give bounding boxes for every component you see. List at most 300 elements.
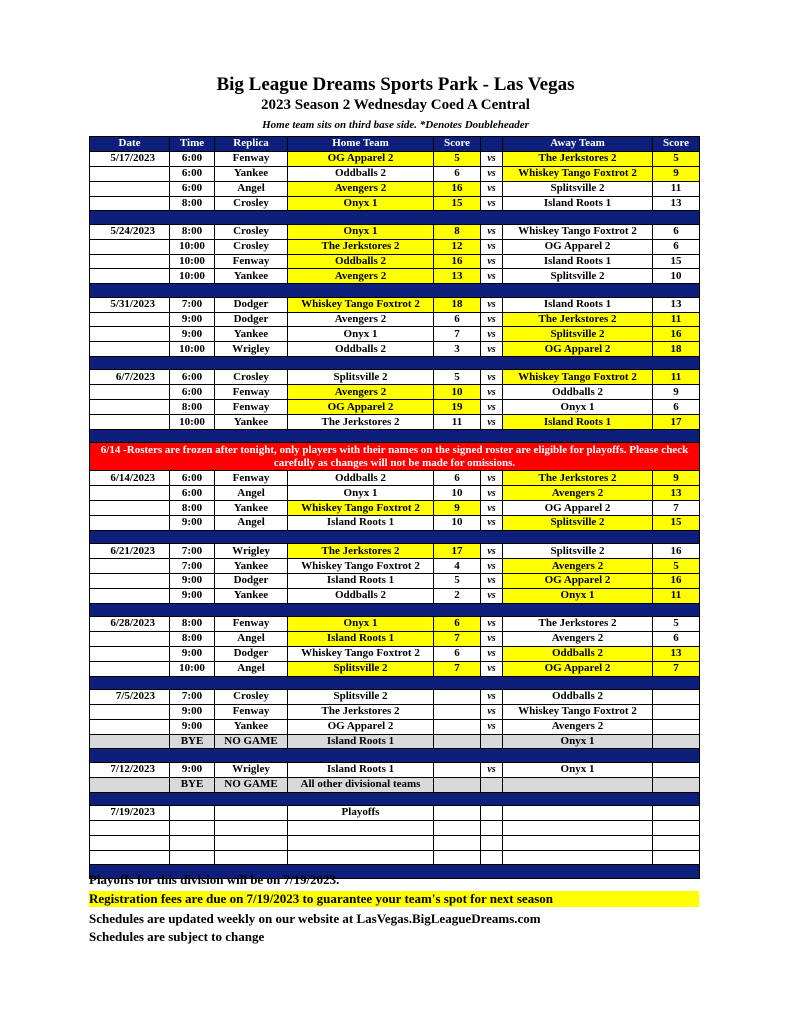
home-team: Avengers 2 [288, 385, 434, 400]
game-time: 6:00 [170, 370, 215, 385]
game-date [90, 559, 170, 574]
away-team: Splitsville 2 [503, 269, 653, 284]
home-team [288, 820, 434, 835]
vs-label: vs [481, 181, 503, 196]
separator-bar [90, 211, 700, 224]
game-date [90, 196, 170, 211]
week-separator [90, 603, 700, 616]
game-date [90, 588, 170, 603]
away-team: Avengers 2 [503, 719, 653, 734]
game-field: Dodger [215, 297, 288, 312]
home-team: Onyx 1 [288, 486, 434, 501]
away-team: Avengers 2 [503, 631, 653, 646]
home-score: 6 [434, 646, 481, 661]
game-field: Dodger [215, 646, 288, 661]
game-time: 10:00 [170, 254, 215, 269]
separator-bar [90, 792, 700, 805]
game-field: Yankee [215, 269, 288, 284]
home-score: 10 [434, 385, 481, 400]
game-date: 7/5/2023 [90, 689, 170, 704]
game-field: Fenway [215, 385, 288, 400]
home-score: 5 [434, 370, 481, 385]
week-separator [90, 284, 700, 297]
vs-label: vs [481, 516, 503, 531]
away-team: Avengers 2 [503, 559, 653, 574]
game-time: 9:00 [170, 762, 215, 777]
game-row [90, 151, 700, 166]
game-row [90, 850, 700, 865]
game-row [90, 573, 700, 588]
game-date [90, 269, 170, 284]
away-score: 11 [653, 370, 700, 385]
game-row [90, 820, 700, 835]
home-team: Oddballs 2 [288, 342, 434, 357]
game-field: Fenway [215, 400, 288, 415]
game-field: Angel [215, 631, 288, 646]
game-row [90, 297, 700, 312]
away-score: 11 [653, 312, 700, 327]
away-team: Island Roots 1 [503, 297, 653, 312]
separator-bar [90, 284, 700, 297]
game-row [90, 631, 700, 646]
home-score: 6 [434, 312, 481, 327]
game-row [90, 501, 700, 516]
game-date [90, 254, 170, 269]
game-time: 10:00 [170, 269, 215, 284]
home-score [434, 835, 481, 850]
game-field [215, 805, 288, 820]
game-date: 6/7/2023 [90, 370, 170, 385]
game-time: 8:00 [170, 501, 215, 516]
game-row [90, 471, 700, 486]
home-team: Onyx 1 [288, 196, 434, 211]
home-score: 17 [434, 544, 481, 559]
game-row [90, 544, 700, 559]
away-score: 5 [653, 151, 700, 166]
home-score [434, 777, 481, 792]
away-team: Splitsville 2 [503, 181, 653, 196]
home-score: 6 [434, 617, 481, 632]
game-field: Angel [215, 181, 288, 196]
game-row [90, 181, 700, 196]
home-score: 3 [434, 342, 481, 357]
game-field: Crosley [215, 239, 288, 254]
away-team: Onyx 1 [503, 734, 653, 749]
game-date [90, 400, 170, 415]
home-team: Avengers 2 [288, 269, 434, 284]
game-date [90, 385, 170, 400]
game-time: 7:00 [170, 559, 215, 574]
game-field: Wrigley [215, 342, 288, 357]
game-date [90, 181, 170, 196]
game-row [90, 166, 700, 181]
game-row [90, 327, 700, 342]
away-team: Oddballs 2 [503, 689, 653, 704]
vs-label: vs [481, 239, 503, 254]
game-date [90, 850, 170, 865]
game-field: Crosley [215, 689, 288, 704]
week-separator [90, 430, 700, 443]
week-separator [90, 530, 700, 543]
away-team: OG Apparel 2 [503, 342, 653, 357]
game-time: 6:00 [170, 181, 215, 196]
week-separator [90, 792, 700, 805]
game-time: 6:00 [170, 486, 215, 501]
game-field: Crosley [215, 224, 288, 239]
footer-disclaimer: Schedules are subject to change [89, 929, 265, 944]
away-team: Whiskey Tango Foxtrot 2 [503, 704, 653, 719]
vs-label [481, 777, 503, 792]
home-score [434, 820, 481, 835]
away-team: OG Apparel 2 [503, 573, 653, 588]
home-team: Splitsville 2 [288, 661, 434, 676]
game-time: 6:00 [170, 385, 215, 400]
game-field: Angel [215, 486, 288, 501]
away-team [503, 777, 653, 792]
game-row [90, 805, 700, 820]
roster-notice: 6/14 -Rosters are frozen after tonight, only players with their names on the signed roster are eligible for playoffs. Please check carefully as changes will not be made for omissions. [90, 443, 700, 471]
game-field: Fenway [215, 151, 288, 166]
game-date [90, 820, 170, 835]
game-date [90, 631, 170, 646]
vs-label: vs [481, 151, 503, 166]
game-row [90, 777, 700, 792]
home-score: 7 [434, 661, 481, 676]
game-row [90, 400, 700, 415]
away-team: Island Roots 1 [503, 196, 653, 211]
vs-label: vs [481, 269, 503, 284]
game-row [90, 646, 700, 661]
game-field: Fenway [215, 471, 288, 486]
game-row [90, 342, 700, 357]
game-row [90, 661, 700, 676]
home-team: Oddballs 2 [288, 588, 434, 603]
game-time: BYE [170, 734, 215, 749]
away-team: OG Apparel 2 [503, 501, 653, 516]
home-team: The Jerkstores 2 [288, 704, 434, 719]
game-row [90, 516, 700, 531]
vs-label: vs [481, 385, 503, 400]
game-date [90, 573, 170, 588]
game-date [90, 415, 170, 430]
home-team: Island Roots 1 [288, 516, 434, 531]
game-row [90, 486, 700, 501]
away-score [653, 777, 700, 792]
vs-label: vs [481, 254, 503, 269]
vs-label: vs [481, 689, 503, 704]
away-score: 16 [653, 327, 700, 342]
away-score: 16 [653, 573, 700, 588]
game-date [90, 166, 170, 181]
home-team [288, 850, 434, 865]
game-field: Angel [215, 516, 288, 531]
game-time: 9:00 [170, 312, 215, 327]
away-team: The Jerkstores 2 [503, 471, 653, 486]
home-team: OG Apparel 2 [288, 719, 434, 734]
away-score: 6 [653, 400, 700, 415]
game-field: Crosley [215, 196, 288, 211]
home-team: All other divisional teams [288, 777, 434, 792]
vs-label: vs [481, 573, 503, 588]
game-date: 7/19/2023 [90, 805, 170, 820]
home-score: 13 [434, 269, 481, 284]
game-time [170, 820, 215, 835]
game-field: Yankee [215, 501, 288, 516]
away-score: 5 [653, 617, 700, 632]
home-score: 2 [434, 588, 481, 603]
game-date [90, 327, 170, 342]
game-date [90, 312, 170, 327]
vs-label: vs [481, 704, 503, 719]
game-date [90, 704, 170, 719]
game-field: Yankee [215, 166, 288, 181]
vs-label: vs [481, 631, 503, 646]
game-time: 10:00 [170, 342, 215, 357]
home-score: 6 [434, 166, 481, 181]
col-home-team: Home Team [288, 137, 434, 152]
game-date [90, 516, 170, 531]
away-score [653, 850, 700, 865]
game-date: 6/21/2023 [90, 544, 170, 559]
vs-label [481, 734, 503, 749]
vs-label: vs [481, 501, 503, 516]
col-date: Date [90, 137, 170, 152]
away-score: 5 [653, 559, 700, 574]
game-date [90, 835, 170, 850]
away-score: 10 [653, 269, 700, 284]
away-score: 18 [653, 342, 700, 357]
away-score: 7 [653, 661, 700, 676]
game-field: Yankee [215, 588, 288, 603]
game-time: 7:00 [170, 544, 215, 559]
home-score: 9 [434, 501, 481, 516]
game-time: 9:00 [170, 573, 215, 588]
away-score: 6 [653, 224, 700, 239]
away-team: Island Roots 1 [503, 415, 653, 430]
away-score: 11 [653, 588, 700, 603]
game-field: Yankee [215, 719, 288, 734]
game-date: 5/17/2023 [90, 151, 170, 166]
home-team: Whiskey Tango Foxtrot 2 [288, 297, 434, 312]
home-score [434, 850, 481, 865]
away-score: 6 [653, 239, 700, 254]
vs-label: vs [481, 400, 503, 415]
away-score [653, 719, 700, 734]
vs-label: vs [481, 559, 503, 574]
home-score: 7 [434, 631, 481, 646]
away-team [503, 835, 653, 850]
vs-label: vs [481, 544, 503, 559]
col-time: Time [170, 137, 215, 152]
away-team: Splitsville 2 [503, 516, 653, 531]
away-score [653, 734, 700, 749]
game-field: Angel [215, 661, 288, 676]
page-subtitle: 2023 Season 2 Wednesday Coed A Central [261, 97, 530, 113]
home-score: 16 [434, 254, 481, 269]
game-date [90, 342, 170, 357]
game-time [170, 835, 215, 850]
game-row [90, 719, 700, 734]
home-team: Whiskey Tango Foxtrot 2 [288, 501, 434, 516]
game-date: 6/14/2023 [90, 471, 170, 486]
game-row [90, 734, 700, 749]
game-row [90, 385, 700, 400]
week-separator [90, 749, 700, 762]
away-score: 9 [653, 166, 700, 181]
away-score: 11 [653, 181, 700, 196]
game-time: 8:00 [170, 400, 215, 415]
home-score: 11 [434, 415, 481, 430]
home-team-note: Home team sits on third base side. *Denotes Doubleheader [262, 119, 529, 131]
home-score: 8 [434, 224, 481, 239]
away-score [653, 762, 700, 777]
home-team: The Jerkstores 2 [288, 239, 434, 254]
away-team: OG Apparel 2 [503, 239, 653, 254]
away-team: The Jerkstores 2 [503, 617, 653, 632]
game-time: 9:00 [170, 588, 215, 603]
home-team: Island Roots 1 [288, 631, 434, 646]
game-row [90, 370, 700, 385]
home-score: 16 [434, 181, 481, 196]
game-time: 7:00 [170, 297, 215, 312]
home-score: 5 [434, 151, 481, 166]
home-score: 18 [434, 297, 481, 312]
away-team: Whiskey Tango Foxtrot 2 [503, 370, 653, 385]
away-team: OG Apparel 2 [503, 661, 653, 676]
home-score: 5 [434, 573, 481, 588]
game-time: 9:00 [170, 516, 215, 531]
col-replica: Replica [215, 137, 288, 152]
home-team: The Jerkstores 2 [288, 544, 434, 559]
game-row [90, 239, 700, 254]
game-field: Dodger [215, 312, 288, 327]
game-time: 8:00 [170, 617, 215, 632]
game-time: 9:00 [170, 704, 215, 719]
vs-label [481, 850, 503, 865]
home-score [434, 689, 481, 704]
game-field: NO GAME [215, 777, 288, 792]
home-team: Avengers 2 [288, 312, 434, 327]
game-field: Yankee [215, 415, 288, 430]
home-team: Oddballs 2 [288, 254, 434, 269]
away-team: Onyx 1 [503, 588, 653, 603]
home-team [288, 835, 434, 850]
home-score: 4 [434, 559, 481, 574]
away-team [503, 805, 653, 820]
separator-bar [90, 530, 700, 543]
week-separator [90, 676, 700, 689]
away-score [653, 689, 700, 704]
home-score: 10 [434, 516, 481, 531]
away-score: 13 [653, 646, 700, 661]
game-row [90, 224, 700, 239]
home-team: Playoffs [288, 805, 434, 820]
separator-bar [90, 749, 700, 762]
game-row [90, 835, 700, 850]
vs-label: vs [481, 719, 503, 734]
schedule-body [90, 151, 700, 878]
game-time [170, 850, 215, 865]
away-team: Onyx 1 [503, 762, 653, 777]
vs-label: vs [481, 486, 503, 501]
game-row [90, 689, 700, 704]
home-score: 7 [434, 327, 481, 342]
home-score: 12 [434, 239, 481, 254]
page-title: Big League Dreams Sports Park - Las Vegas [216, 74, 575, 95]
game-time: 6:00 [170, 151, 215, 166]
game-time: 10:00 [170, 239, 215, 254]
game-field: Yankee [215, 559, 288, 574]
game-date: 5/31/2023 [90, 297, 170, 312]
game-date [90, 661, 170, 676]
game-time: 9:00 [170, 646, 215, 661]
game-field: Fenway [215, 704, 288, 719]
game-row [90, 762, 700, 777]
vs-label: vs [481, 762, 503, 777]
game-date [90, 646, 170, 661]
away-team: Onyx 1 [503, 400, 653, 415]
game-field: Fenway [215, 617, 288, 632]
game-date [90, 777, 170, 792]
vs-label: vs [481, 617, 503, 632]
home-team: Avengers 2 [288, 181, 434, 196]
home-team: Island Roots 1 [288, 573, 434, 588]
vs-label: vs [481, 661, 503, 676]
vs-label: vs [481, 370, 503, 385]
game-date [90, 486, 170, 501]
separator-bar [90, 430, 700, 443]
game-time: 9:00 [170, 719, 215, 734]
game-field: Dodger [215, 573, 288, 588]
game-time: 8:00 [170, 631, 215, 646]
home-team: Onyx 1 [288, 617, 434, 632]
home-score [434, 805, 481, 820]
game-row [90, 312, 700, 327]
game-row [90, 269, 700, 284]
vs-label: vs [481, 588, 503, 603]
game-field: Wrigley [215, 762, 288, 777]
col-away-team: Away Team [503, 137, 653, 152]
vs-label [481, 820, 503, 835]
game-date [90, 239, 170, 254]
game-row [90, 588, 700, 603]
game-date [90, 719, 170, 734]
away-score: 16 [653, 544, 700, 559]
schedule-table [89, 136, 700, 879]
vs-label: vs [481, 471, 503, 486]
game-field: Fenway [215, 254, 288, 269]
separator-bar [90, 357, 700, 370]
vs-label [481, 805, 503, 820]
home-team: OG Apparel 2 [288, 151, 434, 166]
home-team: Splitsville 2 [288, 689, 434, 704]
home-score [434, 719, 481, 734]
col-away-score: Score [653, 137, 700, 152]
home-score: 6 [434, 471, 481, 486]
game-row [90, 704, 700, 719]
vs-label [481, 835, 503, 850]
away-score [653, 820, 700, 835]
footer-registration: Registration fees are due on 7/19/2023 to guarantee your team's spot for next season [89, 891, 699, 907]
game-field: Wrigley [215, 544, 288, 559]
game-time: 8:00 [170, 224, 215, 239]
game-time: 10:00 [170, 661, 215, 676]
vs-label: vs [481, 327, 503, 342]
game-time: 7:00 [170, 689, 215, 704]
week-separator [90, 357, 700, 370]
game-time: 6:00 [170, 166, 215, 181]
home-score [434, 704, 481, 719]
